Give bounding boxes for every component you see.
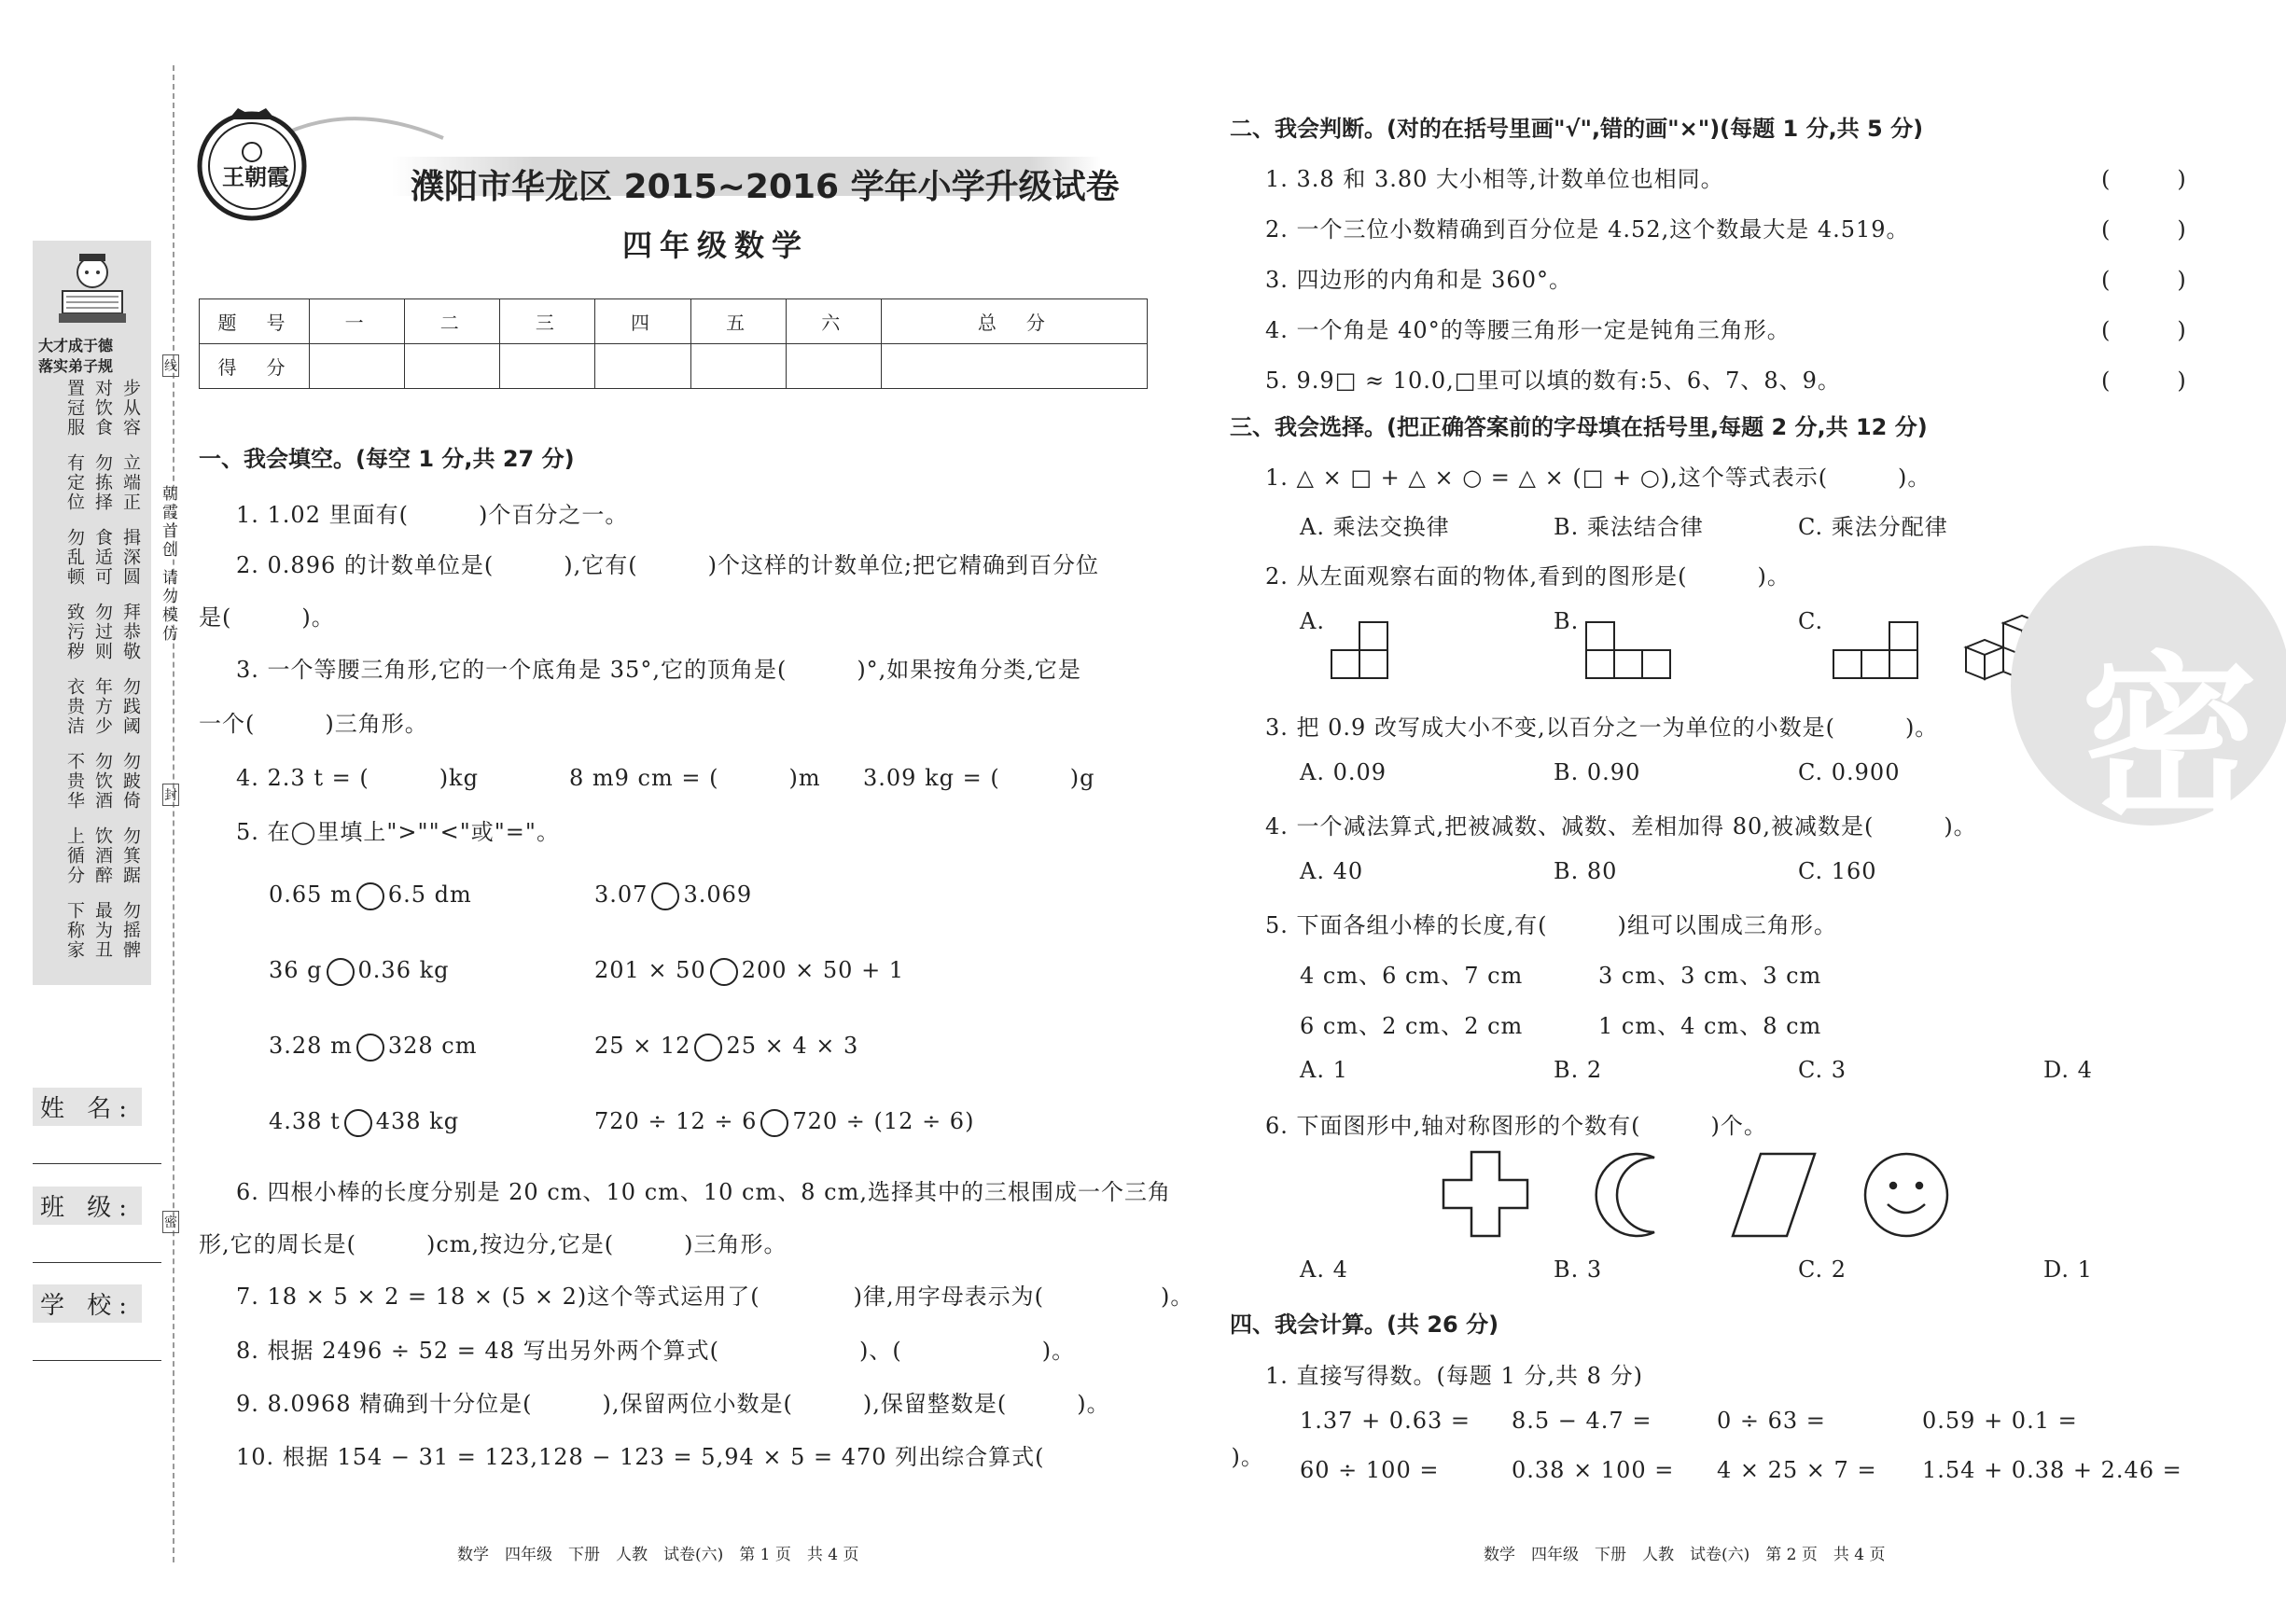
score-header-cell: 三 <box>500 299 595 344</box>
compare-item <box>594 881 752 910</box>
motto-column: 勿跛倚 <box>120 752 141 811</box>
motto-column: 置冠服 <box>64 379 85 437</box>
judge-item: 1. 3.8 和 3.80 大小相等,计数单位也相同。 <box>1265 166 1724 192</box>
calc-3: 0 ÷ 63 = <box>1717 1408 1826 1434</box>
compare-left: 0.65 m <box>269 881 353 908</box>
s3-q4-opt-a[interactable]: A. 40 <box>1300 858 1364 884</box>
score-input-cell[interactable] <box>500 344 595 389</box>
compare-left: 720 ÷ 12 ÷ 6 <box>594 1108 758 1134</box>
s1-q9: 9. 8.0968 精确到十分位是( ),保留两位小数是( ),保留整数是( )。 <box>236 1391 1110 1417</box>
score-input-cell[interactable] <box>690 344 786 389</box>
motto-columns <box>33 379 151 985</box>
compare-item <box>594 957 904 986</box>
compare-circle[interactable] <box>356 882 384 910</box>
section1-heading: 一、我会填空。(每空 1 分,共 27 分) <box>199 446 575 472</box>
score-header-cell: 题 号 <box>200 299 310 344</box>
compare-item <box>269 957 450 986</box>
exam-subtitle: 四年级数学 <box>622 228 810 263</box>
score-header-cell: 四 <box>595 299 690 344</box>
s3-q6: 6. 下面图形中,轴对称图形的个数有( )个。 <box>1265 1113 1767 1139</box>
compare-left: 3.28 m <box>269 1033 353 1059</box>
judge-item: 4. 一个角是 40°的等腰三角形一定是钝角三角形。 <box>1265 317 1791 343</box>
seal-mark-seal: 封 <box>162 784 179 806</box>
s1-q4c: 3.09 kg = ( )g <box>863 765 1095 791</box>
logo-text: 王朝霞 <box>222 163 289 190</box>
score-header-cell: 总 分 <box>881 299 1147 344</box>
judge-item: 5. 9.9□ ≈ 10.0,□里可以填的数有:5、6、7、8、9。 <box>1265 368 1841 394</box>
s3-q3-opt-c[interactable]: C. 0.900 <box>1798 759 1901 785</box>
sidebar-motto-panel <box>33 241 151 985</box>
judge-answer-paren[interactable]: ( ) <box>2101 368 2186 394</box>
s3-q5: 5. 下面各组小棒的长度,有( )组可以围成三角形。 <box>1265 912 1837 938</box>
secret-watermark-char: 密 <box>2081 636 2259 842</box>
compare-circle[interactable] <box>356 1034 384 1062</box>
footer-right: 数学 四年级 下册 人教 试卷(六) 第 2 页 共 4 页 <box>1484 1546 1886 1564</box>
motto-column: 勿箕踞 <box>120 826 141 885</box>
s1-q4b: 8 m9 cm = ( )m <box>569 765 821 791</box>
judge-item: 2. 一个三位小数精确到百分位是 4.52,这个数最大是 4.519。 <box>1265 216 1910 243</box>
score-input-cell[interactable] <box>595 344 690 389</box>
s1-q6-line1: 6. 四根小棒的长度分别是 20 cm、10 cm、10 cm、8 cm,选择其中的三根围成一个三角 <box>236 1179 1171 1205</box>
score-header-cell: 二 <box>405 299 500 344</box>
notice-2: 请勿模仿 <box>159 569 177 644</box>
cross-shape-icon <box>1443 1152 1527 1236</box>
calc-4: 0.59 + 0.1 = <box>1922 1408 2078 1434</box>
judge-item: 3. 四边形的内角和是 360°。 <box>1265 267 1572 293</box>
compare-circle[interactable] <box>694 1034 722 1062</box>
motto-column: 勿饮酒 <box>92 752 113 811</box>
name-label: 姓 名: <box>33 1088 142 1126</box>
s1-q3-line2: 一个( )三角形。 <box>199 711 428 737</box>
calc-6: 0.38 × 100 = <box>1512 1457 1675 1483</box>
view-shape-b-icon <box>1584 620 1678 681</box>
score-input-cell[interactable] <box>786 344 881 389</box>
score-table-score-row[interactable] <box>200 344 1148 389</box>
binding-line <box>173 65 174 1562</box>
notice-1: 朝霞首创 <box>159 485 177 560</box>
motto-column: 勿摇髀 <box>120 901 141 960</box>
s3-q6-opt-a[interactable]: A. 4 <box>1300 1256 1348 1283</box>
compare-right: 328 cm <box>387 1033 478 1059</box>
motto-column: 致污秽 <box>64 603 85 661</box>
motto-column: 对饮食 <box>92 379 113 437</box>
motto-column: 揖深圆 <box>120 528 141 587</box>
compare-left: 201 × 50 <box>594 957 706 983</box>
calc-1: 1.37 + 0.63 = <box>1300 1408 1471 1434</box>
s3-q6-opt-b[interactable]: B. 3 <box>1554 1256 1603 1283</box>
compare-right: 6.5 dm <box>387 881 472 908</box>
seal-mark-line: 线 <box>162 354 179 377</box>
motto-column: 勿拣择 <box>92 453 113 512</box>
s3-q2: 2. 从左面观察右面的物体,看到的图形是( )。 <box>1265 563 1791 590</box>
motto-column: 下称家 <box>64 901 85 960</box>
s3-q5-opt-a[interactable]: A. 1 <box>1300 1057 1348 1083</box>
s1-q2-line2: 是( )。 <box>199 604 335 631</box>
compare-item <box>269 1033 477 1062</box>
compare-circle[interactable] <box>651 882 679 910</box>
name-underline[interactable] <box>33 1163 161 1164</box>
symmetry-figures <box>1442 1150 1964 1243</box>
class-label: 班 级: <box>33 1187 142 1225</box>
motto-column: 年方少 <box>92 677 113 736</box>
judge-answer-paren[interactable]: ( ) <box>2101 166 2186 192</box>
seal-mark-secret: 密 <box>162 1211 179 1233</box>
compare-item <box>594 1033 858 1062</box>
compare-right: 720 ÷ (12 ÷ 6) <box>792 1108 975 1134</box>
calc-5: 60 ÷ 100 = <box>1300 1457 1440 1483</box>
score-table-header-row <box>200 299 1148 344</box>
motto-column: 饮酒醉 <box>92 826 113 885</box>
s3-q3-opt-b[interactable]: B. 0.90 <box>1554 759 1641 785</box>
compare-right: 200 × 50 + 1 <box>741 957 905 983</box>
compare-left: 4.38 t <box>269 1108 341 1134</box>
s3-q3-opt-a[interactable]: A. 0.09 <box>1300 759 1387 785</box>
school-label: 学 校: <box>33 1284 142 1323</box>
motto-column: 拜恭敬 <box>120 603 141 661</box>
class-underline[interactable] <box>33 1262 161 1263</box>
score-header-cell: 六 <box>786 299 881 344</box>
compare-item <box>269 881 472 910</box>
s1-q7: 7. 18 × 5 × 2 = 18 × (5 × 2)这个等式运用了( )律,用字母表示为( )。 <box>236 1284 1194 1310</box>
s1-q2-line1: 2. 0.896 的计数单位是( ),它有( )个这样的计数单位;把它精确到百分位 <box>236 552 1100 578</box>
view-shape-c-icon <box>1832 620 1925 681</box>
s3-q5-group-2: 3 cm、3 cm、3 cm <box>1598 963 1822 989</box>
s3-q1: 1. △ × □ + △ × ○ = △ × (□ + ○),这个等式表示( )。 <box>1265 465 1931 491</box>
s3-q5-opt-d[interactable]: D. 4 <box>2043 1057 2093 1083</box>
compare-circle[interactable] <box>710 958 738 986</box>
motto-column: 上循分 <box>64 826 85 885</box>
motto-column: 勿践阈 <box>120 677 141 736</box>
score-label-cell: 得 分 <box>200 344 310 389</box>
s3-q6-opt-c[interactable]: C. 2 <box>1798 1256 1847 1283</box>
view-shape-a-icon <box>1330 620 1395 681</box>
s1-q5: 5. 在◯里填上">""<"或"="。 <box>236 819 560 845</box>
motto-column: 立端正 <box>120 453 141 512</box>
s3-q1-opt-c[interactable]: C. 乘法分配律 <box>1798 514 1948 540</box>
judge-answer-paren[interactable]: ( ) <box>2101 317 2186 343</box>
s3-q5-group-3: 6 cm、2 cm、2 cm <box>1300 1013 1524 1039</box>
scholar-icon <box>53 248 132 332</box>
s1-q4a: 4. 2.3 t = ( )kg <box>236 765 479 791</box>
score-input-cell[interactable] <box>881 344 1147 389</box>
section3-heading: 三、我会选择。(把正确答案前的字母填在括号里,每题 2 分,共 12 分) <box>1230 414 1928 440</box>
s3-q1-opt-a[interactable]: A. 乘法交换律 <box>1300 514 1450 540</box>
smiley-face-icon <box>1865 1154 1947 1236</box>
compare-circle[interactable] <box>760 1109 788 1137</box>
calc-8: 1.54 + 0.38 + 2.46 = <box>1922 1457 2182 1483</box>
compare-left: 36 g <box>269 957 323 983</box>
score-input-cell[interactable] <box>310 344 405 389</box>
s3-q5-group-1: 4 cm、6 cm、7 cm <box>1300 963 1524 989</box>
s3-q2-opt-b[interactable]: B. <box>1554 608 1580 634</box>
exam-title: 濮阳市华龙区 2015~2016 学年小学升级试卷 <box>411 168 1120 206</box>
s3-q5-group-4: 1 cm、4 cm、8 cm <box>1598 1013 1822 1039</box>
s1-q8: 8. 根据 2496 ÷ 52 = 48 写出另外两个算式( )、( )。 <box>236 1338 1076 1364</box>
calc-7: 4 × 25 × 7 = <box>1717 1457 1877 1483</box>
s1-q10: 10. 根据 154 − 31 = 123,128 − 123 = 5,94 × 5 = 470 列出综合算式( )。 <box>236 1444 1264 1470</box>
compare-item <box>594 1108 974 1137</box>
s3-q5-opt-b[interactable]: B. 2 <box>1554 1057 1603 1083</box>
score-input-cell[interactable] <box>405 344 500 389</box>
s3-q4-opt-c[interactable]: C. 160 <box>1798 858 1877 884</box>
s3-q1-opt-b[interactable]: B. 乘法结合律 <box>1554 514 1704 540</box>
footer-left: 数学 四年级 下册 人教 试卷(六) 第 1 页 共 4 页 <box>457 1546 859 1564</box>
s3-q4-opt-b[interactable]: B. 80 <box>1554 858 1618 884</box>
s3-q5-opt-c[interactable]: C. 3 <box>1798 1057 1847 1083</box>
compare-item <box>269 1108 459 1137</box>
motto-column: 最为丑 <box>92 901 113 960</box>
compare-right: 3.069 <box>683 881 753 908</box>
s1-q6-line2: 形,它的周长是( )cm,按边分,它是( )三角形。 <box>199 1231 788 1257</box>
motto-column: 不贵华 <box>64 752 85 811</box>
compare-left: 25 × 12 <box>594 1033 691 1059</box>
s3-q6-opt-d[interactable]: D. 1 <box>2043 1256 2093 1283</box>
motto-column: 步从容 <box>120 379 141 437</box>
compare-right: 438 kg <box>375 1108 460 1134</box>
compare-left: 3.07 <box>594 881 648 908</box>
compare-circle[interactable] <box>327 958 355 986</box>
s1-q3-line1: 3. 一个等腰三角形,它的一个底角是 35°,它的顶角是( )°,如果按角分类,它是 <box>236 657 1081 683</box>
s3-q3: 3. 把 0.9 改写成大小不变,以百分之一为单位的小数是( )。 <box>1265 715 1939 741</box>
s1-q1: 1. 1.02 里面有( )个百分之一。 <box>236 502 629 528</box>
s3-q2-opt-a[interactable]: A. <box>1300 608 1325 634</box>
section4-heading: 四、我会计算。(共 26 分) <box>1230 1312 1499 1338</box>
score-table <box>199 298 1148 389</box>
s3-q4: 4. 一个减法算式,把被减数、减数、差相加得 80,被减数是( )。 <box>1265 813 1977 840</box>
motto-column: 有定位 <box>64 453 85 512</box>
compare-right: 0.36 kg <box>357 957 450 983</box>
score-header-cell: 五 <box>690 299 786 344</box>
parallelogram-icon <box>1733 1154 1815 1236</box>
s4-sub1: 1. 直接写得数。(每题 1 分,共 8 分) <box>1265 1363 1643 1389</box>
score-header-cell: 一 <box>310 299 405 344</box>
judge-answer-paren[interactable]: ( ) <box>2101 267 2186 293</box>
motto-column: 勿过则 <box>92 603 113 661</box>
motto-column: 食适可 <box>92 528 113 587</box>
banner-line-2: 落实弟子规 <box>38 357 114 375</box>
calc-2: 8.5 − 4.7 = <box>1512 1408 1652 1434</box>
judge-answer-paren[interactable]: ( ) <box>2101 216 2186 243</box>
compare-right: 25 × 4 × 3 <box>726 1033 859 1059</box>
section2-heading: 二、我会判断。(对的在括号里画"√",错的画"×")(每题 1 分,共 5 分) <box>1230 116 1924 142</box>
motto-column: 勿乱顿 <box>64 528 85 587</box>
banner-line-1: 大才成于德 <box>38 337 114 354</box>
motto-column: 衣贵洁 <box>64 677 85 736</box>
s3-q2-opt-c[interactable]: C. <box>1798 608 1824 634</box>
school-underline[interactable] <box>33 1360 161 1361</box>
compare-circle[interactable] <box>344 1109 372 1137</box>
crescent-icon <box>1596 1154 1654 1236</box>
